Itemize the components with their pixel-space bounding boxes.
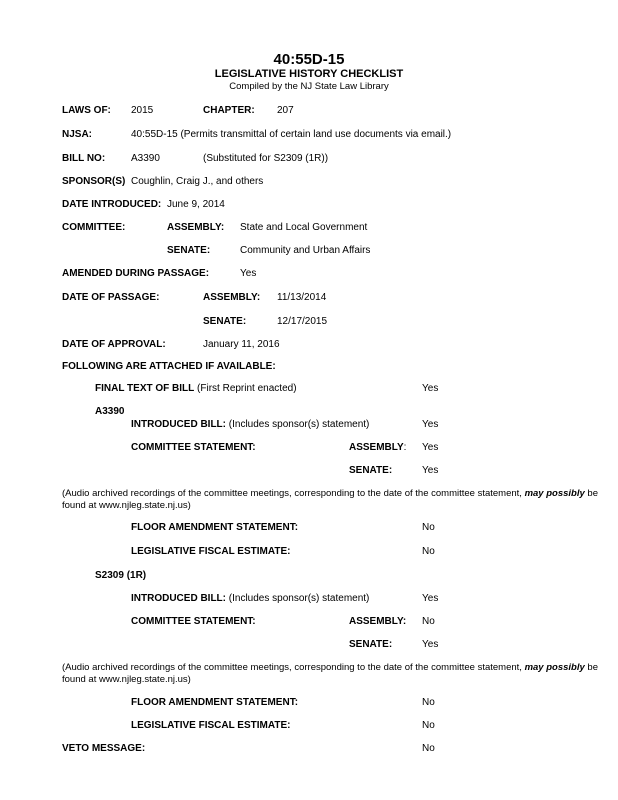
a3390-audio-post: be found at www.njleg.state.nj.us): [62, 488, 598, 511]
a3390-audio-pre: (Audio archived recordings of the committee meetings, corresponding to the date of the committee statement,: [62, 488, 525, 499]
a3390-fiscal-label: LEGISLATIVE FISCAL ESTIMATE:: [131, 546, 291, 557]
njsa-label: NJSA:: [62, 129, 93, 140]
s2309-audio-post: be found at www.njleg.state.nj.us): [62, 662, 598, 685]
s2309-assembly-label: ASSEMBLY:: [349, 616, 407, 627]
a3390-senate-label: SENATE:: [349, 465, 393, 476]
statute-title: 40:55D-15: [273, 51, 345, 68]
bill-no-label: BILL NO:: [62, 153, 106, 164]
a3390-introduced-label: INTRODUCED BILL:: [131, 419, 226, 430]
a3390-assembly-row: [349, 442, 406, 454]
a3390-introduced-value: Yes: [422, 419, 439, 430]
s2309-introduced-row: [131, 593, 369, 605]
chapter-label: CHAPTER:: [203, 105, 255, 116]
a3390-assembly-label: ASSEMBLY: [349, 442, 404, 453]
date-of-passage-label: DATE OF PASSAGE:: [62, 292, 160, 303]
committee-senate-value: Community and Urban Affairs: [240, 245, 371, 256]
bill-no-value: A3390: [131, 153, 160, 164]
date-of-approval-value: January 11, 2016: [203, 339, 280, 350]
checklist-title: LEGISLATIVE HISTORY CHECKLIST: [214, 68, 404, 80]
a3390-floor-value: No: [422, 522, 435, 533]
s2309-senate-label: SENATE:: [349, 639, 393, 650]
compiled-by: Compiled by the NJ State Law Library: [229, 81, 389, 92]
s2309-senate-value: Yes: [422, 639, 439, 650]
s2309-assembly-value: No: [422, 616, 435, 627]
a3390-fiscal-value: No: [422, 546, 435, 557]
final-text-label: FINAL TEXT OF BILL: [95, 383, 195, 394]
a3390-senate-value: Yes: [422, 465, 439, 476]
amended-value: Yes: [240, 268, 257, 279]
chapter-value: 207: [277, 105, 294, 116]
veto-value: No: [422, 743, 435, 754]
s2309-audio-note: [62, 662, 602, 686]
passage-senate-label: SENATE:: [203, 316, 247, 327]
s2309-committee-label: COMMITTEE STATEMENT:: [131, 616, 256, 627]
passage-assembly-label: ASSEMBLY:: [203, 292, 261, 303]
s2309-floor-value: No: [422, 697, 435, 708]
veto-label: VETO MESSAGE:: [62, 743, 146, 754]
s2309-floor-label: FLOOR AMENDMENT STATEMENT:: [131, 697, 299, 708]
sponsors-label: SPONSOR(S): [62, 176, 126, 187]
s2309-audio-pre: (Audio archived recordings of the committee meetings, corresponding to the date of the committee statement,: [62, 662, 525, 673]
a3390-introduced-note: (Includes sponsor(s) statement): [226, 419, 370, 430]
s2309-introduced-note: (Includes sponsor(s) statement): [226, 593, 370, 604]
committee-senate-label: SENATE:: [167, 245, 211, 256]
a3390-heading: A3390: [95, 406, 125, 417]
a3390-audio-note: [62, 488, 602, 512]
s2309-introduced-label: INTRODUCED BILL:: [131, 593, 226, 604]
a3390-assembly-colon: :: [403, 442, 407, 453]
sponsors-value: Coughlin, Craig J., and others: [131, 176, 264, 187]
committee-label: COMMITTEE:: [62, 222, 126, 233]
date-of-approval-label: DATE OF APPROVAL:: [62, 339, 166, 350]
passage-assembly-value: 11/13/2014: [277, 292, 327, 303]
s2309-audio-emphasis: may possibly: [524, 662, 585, 673]
final-text-row: [95, 383, 297, 395]
committee-assembly-value: State and Local Government: [240, 222, 368, 233]
bill-substituted: (Substituted for S2309 (1R)): [203, 153, 329, 164]
s2309-fiscal-label: LEGISLATIVE FISCAL ESTIMATE:: [131, 720, 291, 731]
laws-of-value: 2015: [131, 105, 154, 116]
date-introduced-label: DATE INTRODUCED:: [62, 199, 162, 210]
final-text-note: (First Reprint enacted): [194, 383, 297, 394]
passage-senate-value: 12/17/2015: [277, 316, 328, 327]
amended-label: AMENDED DURING PASSAGE:: [62, 268, 210, 279]
laws-of-label: LAWS OF:: [62, 105, 111, 116]
a3390-introduced-row: [131, 419, 369, 431]
committee-assembly-label: ASSEMBLY:: [167, 222, 225, 233]
njsa-value: 40:55D-15 (Permits transmittal of certain land use documents via email.): [131, 129, 452, 140]
a3390-floor-label: FLOOR AMENDMENT STATEMENT:: [131, 522, 299, 533]
s2309-heading: S2309 (1R): [95, 570, 147, 581]
a3390-assembly-value: Yes: [422, 442, 439, 453]
date-introduced-value: June 9, 2014: [167, 199, 225, 210]
final-text-value: Yes: [422, 383, 439, 394]
attached-heading: FOLLOWING ARE ATTACHED IF AVAILABLE:: [62, 361, 276, 372]
a3390-committee-label: COMMITTEE STATEMENT:: [131, 442, 256, 453]
a3390-audio-emphasis: may possibly: [524, 488, 585, 499]
s2309-fiscal-value: No: [422, 720, 435, 731]
s2309-introduced-value: Yes: [422, 593, 439, 604]
